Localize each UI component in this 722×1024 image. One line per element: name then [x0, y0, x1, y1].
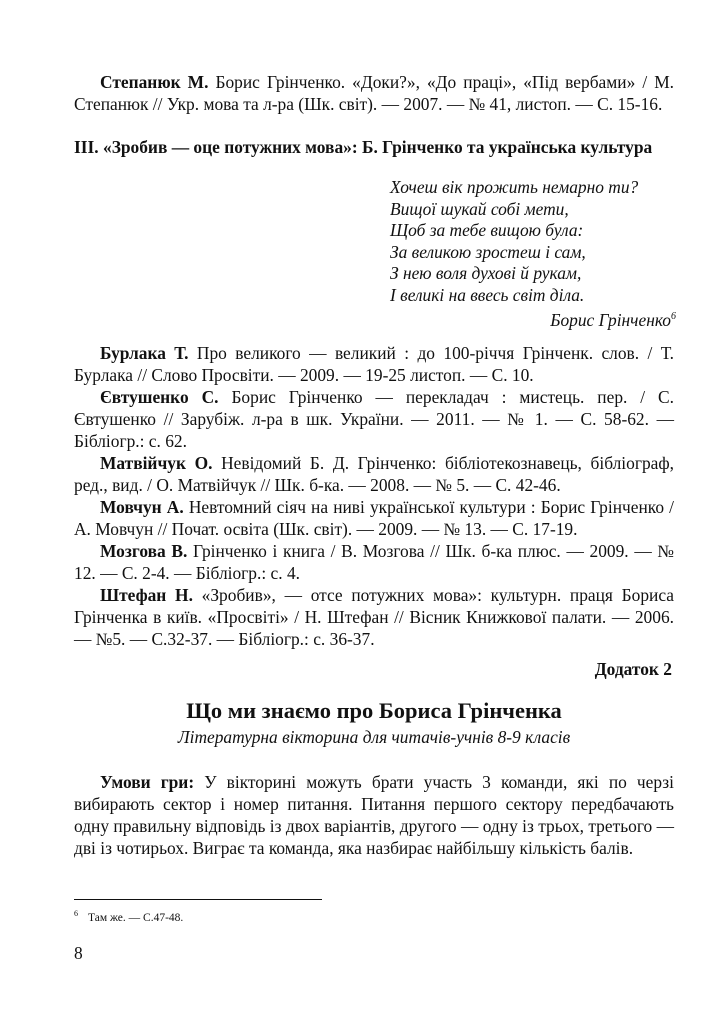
entry-text: Борис Грінченко. «Доки?», «До праці», «Під вербами» / М. Степанюк // Укр. мова та л-ра (Шк. світ). — 2007. — № 41, листоп. — С. 15-16.: [74, 72, 674, 114]
entry-text: Грінченко і книга / В. Мозгова // Шк. б-ка плюс. — 2009. — № 12. — С. 2-4. — Бібліогр.: с. 4.: [74, 541, 674, 583]
entry-author: Мовчун А.: [100, 497, 184, 517]
epigraph-line: Хочеш вік прожить немарно ти?: [390, 177, 639, 197]
epigraph-author-name: Борис Грінченко: [550, 309, 671, 330]
epigraph-line: З нею воля духові й рукам,: [390, 263, 582, 283]
epigraph-author: [390, 306, 680, 331]
epigraph-line: За великою зростеш і сам,: [390, 241, 586, 262]
rules-paragraph: [74, 771, 674, 859]
rules-text: У вікторині можуть брати участь 3 команди, які по черзі вибирають сектор і номер питання. Питання першого сектору передбачають одну правильну відповідь із двох варіантів, другого — одну із трьох, третього — дві із чотирьох. Виграє та команда, яка назбирає найбільшу кількість балів.: [74, 772, 675, 858]
epigraph-line: І великі на ввесь світ діла.: [390, 284, 585, 305]
bibliography-entry: [74, 496, 674, 540]
bibliography-entry: [74, 342, 674, 386]
bibliography-entry: [74, 584, 674, 650]
entry-text: Невтомний сіяч на ниві української культури : Борис Грінченко / А. Мовчун // Почат. освіта (Шк. світ). — 2009. — № 13. — С. 17-19.: [74, 497, 674, 539]
entry-text: Про великого — великий : до 100-річчя Грінченк. слов. / Т. Бурлака // Слово Просвіти. — 2009. — 19-25 листоп. — С. 10.: [74, 343, 674, 385]
entry-author: Степанюк М.: [100, 72, 209, 92]
entry-author: Бурлака Т.: [100, 343, 189, 363]
entry-text: Невідомий Б. Д. Грінченко: бібліотекознавець, бібліограф, ред., вид. / О. Матвійчук // Шк. б-ка. — 2008. — № 5. — С. 42-46.: [74, 453, 674, 495]
footnote-reference: 6: [671, 311, 676, 322]
entry-author: Мозгова В.: [100, 541, 188, 561]
quiz-title: Що ми знаємо про Бориса Грінченка: [186, 698, 562, 723]
entry-author: Євтушенко С.: [100, 387, 219, 407]
bibliography-entry: [74, 452, 674, 496]
footnote-divider: [74, 899, 322, 900]
quiz-subtitle: Літературна вікторина для читачів-учнів 8-9 класів: [177, 727, 571, 747]
entry-author: Матвійчук О.: [100, 453, 213, 473]
game-rules: [74, 771, 674, 859]
entry-text: Борис Грінченко — перекладач : мистець. пер. / С. Євтушенко // Зарубіж. л-ра в шк. України. — 2011. — № 1. — С. 58-62. — Бібліогр.: с. 62.: [74, 387, 674, 451]
entry-text: «Зробив», — отсе потужних мова»: культурн. праця Бориса Грінченка в київ. «Просвіті» / Н. Штефан // Вісник Книжкової палати. — 2006. — №5. — С.32-37. — Бібліогр.: с. 36-37.: [74, 585, 674, 649]
bibliography-list: [74, 342, 674, 650]
section-heading: ІІІ. «Зробив — оце потужних мова»: Б. Грінченко та українська культура: [74, 137, 653, 157]
intro-bibliography-entry: [74, 71, 674, 115]
page-number: 8: [74, 943, 83, 963]
epigraph-line: Щоб за тебе вищою була:: [390, 220, 584, 240]
appendix-label: Додаток 2: [594, 659, 672, 679]
bibliography-entry: [74, 71, 674, 115]
footnote-text: Там же. — С.47-48.: [88, 911, 184, 924]
epigraph: [390, 177, 680, 331]
bibliography-entry: [74, 540, 674, 584]
rules-label: Умови гри:: [100, 772, 195, 792]
epigraph-line: Вищої шукай собі мети,: [390, 198, 569, 219]
bibliography-entry: [74, 386, 674, 452]
footnote-number: 6: [74, 909, 78, 918]
footnote: [74, 909, 183, 924]
entry-author: Штефан Н.: [100, 585, 193, 605]
